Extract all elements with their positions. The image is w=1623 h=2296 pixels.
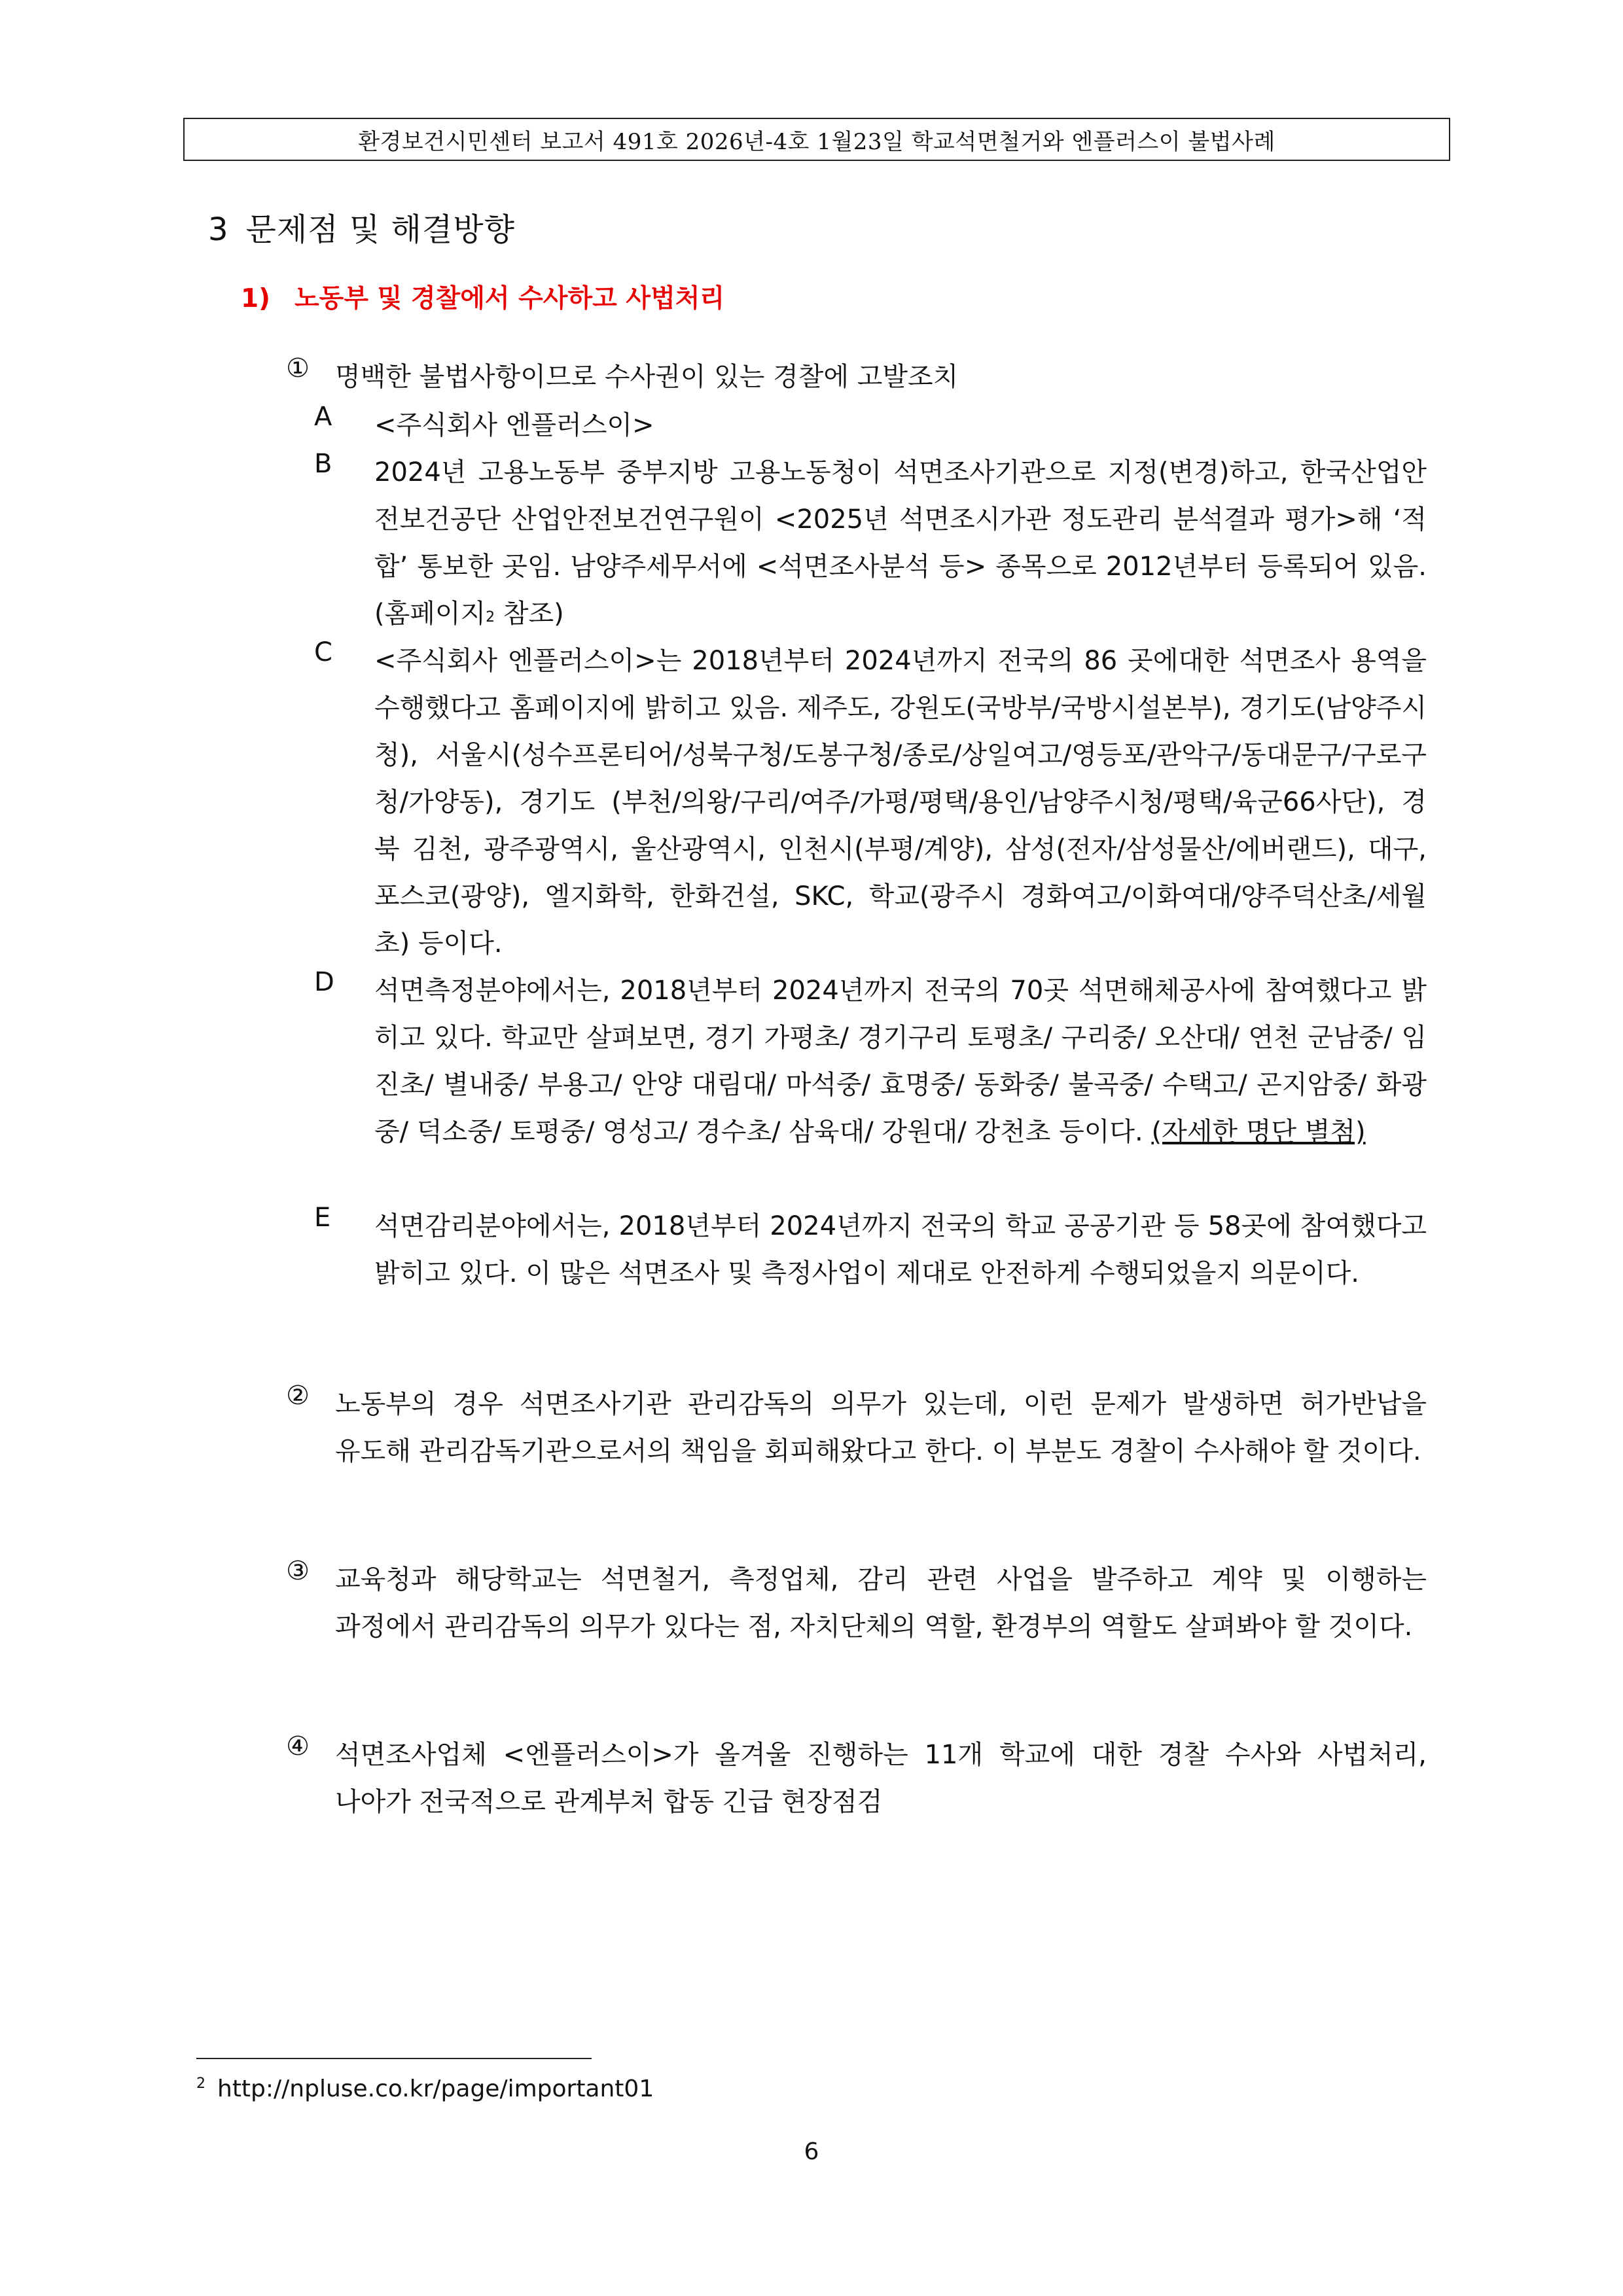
footnote-separator bbox=[196, 2058, 592, 2059]
item-text: 명백한 불법사항이므로 수사권이 있는 경찰에 고발조치 bbox=[335, 362, 959, 392]
subitem-marker: A bbox=[314, 402, 332, 432]
subitem-marker: B bbox=[314, 449, 332, 479]
subitem-b bbox=[314, 449, 1427, 637]
subitem-text-main: 석면측정분야에서는, 2018년부터 2024년까지 전국의 70곳 석면해체공사에 참여했다고 밝히고 있다. 학교만 살펴보면, 경기 가평초/ 경기구리 토평초/ 구리중/ 오산대/ 연천 군남중/ 임진초/ 별내중/ 부용고/ 안양 대림대/ 마석중/ 효명중/ 동화중/ 불곡중/ 수택고/ 곤지암중/ 화광중/ 덕소중/ 토평중/ 영성고/ 경수초/ 삼육대/ 강원대/ 강천초 등이다. bbox=[374, 976, 1427, 1147]
subsection-title: 노동부 및 경찰에서 수사하고 사법처리 bbox=[294, 284, 725, 313]
running-title: 환경보건시민센터 보고서 491호 2026년-4호 1월23일 학교석면철거와 엔플러스이 불법사례 bbox=[358, 128, 1275, 155]
footnote-ref: 2 bbox=[486, 609, 495, 626]
attachment-reference: (자세한 명단 별첨) bbox=[1151, 1117, 1366, 1147]
subitem-marker: D bbox=[314, 967, 334, 997]
list-item-4 bbox=[275, 1731, 1427, 1826]
subitem-a bbox=[314, 402, 1427, 449]
item-text: 석면조사업체 <엔플러스이>가 올겨울 진행하는 11개 학교에 대한 경찰 수사와 사법처리, 나아가 전국적으로 관계부처 합동 긴급 현장점검 bbox=[335, 1740, 1427, 1817]
item-text: 교육청과 해당학교는 석면철거, 측정업체, 감리 관련 사업을 발주하고 계약 및 이행하는 과정에서 관리감독의 의무가 있다는 점, 자치단체의 역할, 환경부의 역할도 살펴봐야 할 것이다. bbox=[335, 1564, 1427, 1642]
subitem-text: <주식회사 엔플러스이>는 2018년부터 2024년까지 전국의 86 곳에대한 석면조사 용역을 수행했다고 홈페이지에 밝히고 있음. 제주도, 강원도(국방부/국방시설본부), 경기도(남양주시청), 서울시(성수프론티어/성북구청/도봉구청/종로/상일여고/영등포/관악구/동대문구/구로구청/가양동), 경기도 (부천/의왕/구리/여주/가평/평택/용인/남양주시청/평택/육군66사단), 경북 김천, 광주광역시, 울산광역시, 인천시(부평/계양), 삼성(전자/삼성물산/에버랜드), 대구, 포스코(광양), 엘지화학, 한화건설, SKC, 학교(광주시 경화여고/이화여대/양주덕산초/세월초) 등이다. bbox=[374, 646, 1427, 959]
subitem-text: 석면감리분야에서는, 2018년부터 2024년까지 전국의 학교 공공기관 등 58곳에 참여했다고 밝히고 있다. 이 많은 석면조사 및 측정사업이 제대로 안전하게 수행되었을지 의문이다. bbox=[374, 1211, 1427, 1288]
subitem-d bbox=[314, 967, 1427, 1156]
section-title: 문제점 및 해결방향 bbox=[245, 211, 516, 248]
subitem-marker: C bbox=[314, 637, 332, 667]
running-header bbox=[183, 118, 1450, 161]
page-number: 6 bbox=[804, 2138, 819, 2165]
subitem-text bbox=[374, 449, 1427, 637]
footnote-url[interactable]: http://npluse.co.kr/page/important01 bbox=[217, 2075, 654, 2102]
item-marker: ④ bbox=[286, 1731, 310, 1761]
list-item-2 bbox=[275, 1381, 1427, 1475]
list-item-1 bbox=[275, 353, 1427, 400]
subsection-heading bbox=[241, 278, 724, 315]
footnote-number: 2 bbox=[196, 2075, 205, 2092]
subitem-text-main: 2024년 고용노동부 중부지방 고용노동청이 석면조사기관으로 지정(변경)하고, 한국산업안전보건공단 산업안전보건연구원이 <2025년 석면조시가관 정도관리 분석결과 평가>해 ‘적합’ 통보한 곳임. 남양주세무서에 <석면조사분석 등> 종목으로 2012년부터 등록되어 있음. (홈페이지 bbox=[374, 457, 1427, 629]
subsection-number: 1) bbox=[241, 284, 270, 313]
item-text: 노동부의 경우 석면조사기관 관리감독의 의무가 있는데, 이런 문제가 발생하면 허가반납을 유도해 관리감독기관으로서의 책임을 회피해왔다고 한다. 이 부분도 경찰이 수사해야 할 것이다. bbox=[335, 1389, 1427, 1466]
subitem-marker: E bbox=[314, 1203, 331, 1233]
item-marker: ① bbox=[286, 353, 310, 383]
section-heading bbox=[208, 204, 515, 249]
subitem-text bbox=[374, 967, 1427, 1156]
subitem-text: <주식회사 엔플러스이> bbox=[374, 410, 654, 440]
item-marker: ③ bbox=[286, 1556, 310, 1586]
footnote bbox=[196, 2075, 654, 2102]
subitem-text-tail: 참조) bbox=[495, 599, 564, 629]
subitem-c bbox=[314, 637, 1427, 967]
list-item-3 bbox=[275, 1556, 1427, 1650]
item-marker: ② bbox=[286, 1381, 310, 1411]
subitem-e bbox=[314, 1203, 1427, 1297]
section-number: 3 bbox=[208, 211, 229, 248]
